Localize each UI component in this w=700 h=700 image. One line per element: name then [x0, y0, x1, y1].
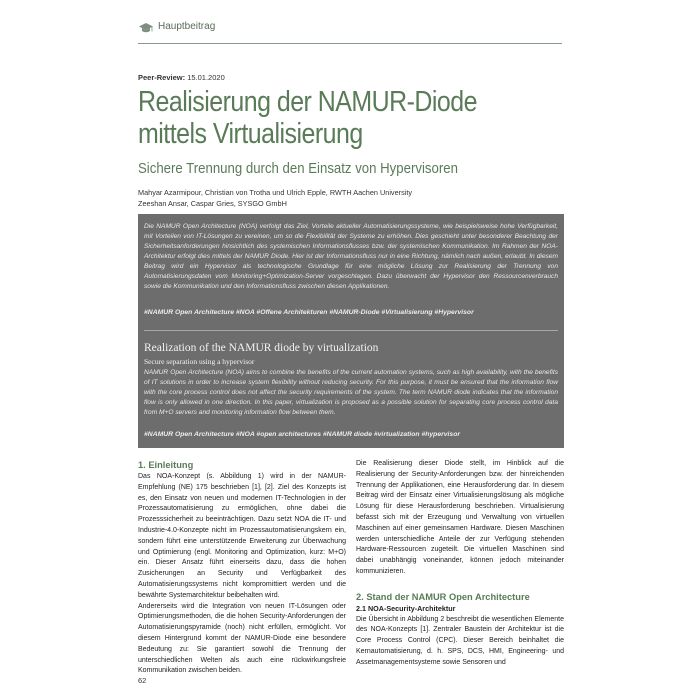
page-number: 62 — [138, 676, 147, 685]
section-1-paragraph-3: Die Realisierung dieser Diode stellt, im Hinblick auf die Realisierung der Security-Anforderungen bzw. der hinreichenden Trennung der Applikationen, eine Herausforderung dar. In diesem Beitrag wird der Einsatz einer Virtualisierungslösung als mögliche Lösung für diese Herausforderung beschrieben. Virtualisierung befasst sich mit der Erzeugung und Verwaltung von virtuellen Maschinen auf einer gemeinsamen Hardware. Diesen Maschinen werden unterschiedliche Anteile der zur Verfügung stehenden Hardware-Ressourcen zugeteilt. Die virtuellen Maschinen sind dabei unabhängig voneinander, können jedoch miteinander kommunizieren. — [356, 460, 564, 575]
article-subtitle: Sichere Trennung durch den Einsatz von Hypervisoren — [138, 160, 458, 177]
section-2-heading: 2. Stand der NAMUR Open Architecture — [356, 591, 530, 602]
header-divider — [138, 43, 562, 44]
authors-line-1: Mahyar Azarmipour, Christian von Trotha und Ulrich Epple, RWTH Aachen University — [138, 188, 413, 197]
english-title: Realization of the NAMUR diode by virtualization — [144, 342, 379, 354]
section-header — [138, 20, 562, 42]
abstract-divider — [144, 330, 558, 331]
graduation-hat-icon — [138, 22, 154, 34]
left-column — [138, 459, 346, 677]
section-2-1-heading: 2.1 NOA-Security-Architektur — [356, 603, 456, 613]
peer-review-date: 15.01.2020 — [187, 73, 225, 82]
authors — [138, 187, 412, 209]
abstract-box — [138, 214, 564, 448]
section-2-paragraph-1: Die Übersicht in Abbildung 2 beschreibt die wesentlichen Elemente des NOA-Konzepts [1]. Zentraler Baustein der Architektur ist die Core Process Control (CPC). Dieser Bereich beinhaltet die Kernautomatisierung, d. h. SPS, DCS, HMI, Engineering- und Assetmanagementsysteme sowie Sensoren und — [356, 615, 564, 666]
peer-review-line — [138, 73, 225, 82]
authors-line-2: Zeeshan Ansar, Caspar Gries, SYSGO GmbH — [138, 199, 287, 208]
keywords-english: #NAMUR Open Architecture #NOA #open architectures #NAMUR diode #virtualization #hypervisor — [144, 431, 460, 438]
right-column — [356, 459, 564, 669]
title-line-1: Realisierung der NAMUR-Diode — [138, 86, 478, 118]
keywords-german: #NAMUR Open Architecture #NOA #Offene Architekturen #NAMUR-Diode #Virtualisierung #Hypervisor — [144, 309, 474, 316]
article-title — [138, 86, 508, 150]
english-subtitle: Secure separation using a hypervisor — [144, 357, 255, 366]
abstract-english: NAMUR Open Architecture (NOA) aims to combine the benefits of the current automation systems, such as high availability, with the benefits of IT solutions in order to increase system flexibility without reducing security. For this purpose, it must be ensured that the information flow with the core process control does not affect the security requirements of the system. The term NAMUR diode indicates that the information flow is only allowed in one direction. In this paper, virtualization is proposed as a possible solution for separating core process control data from M+O servers and monitoring information flow between them. — [144, 369, 558, 416]
section-label: Hauptbeitrag — [158, 21, 216, 32]
abstract-german: Die NAMUR Open Architecture (NOA) verfolgt das Ziel, Vorteile aktueller Automatisierungssysteme, wie beispielsweise hohe Verfügbarkeit, mit Vorteilen von IT-Lösungen zu vereinen, um so die Flexibilität der Systeme zu erhöhen. Dies geschieht unter besonderer Beachtung der Sicherheitsanforderungen hinsichtlich des systemischen Informationsflusses bzw. der systemischen Kommunikation. Im Rahmen der NOA-Architektur erfolgt dies mittels der NAMUR Diode. Hier ist der Informationsfluss nur in eine Richtung, nämlich nach außen, erlaubt. In diesem Beitrag wird ein Hypervisor als technologische Grundlage für eine mögliche Lösung zur Realisierung der Trennung von Automatisierungsdaten vom Monitoring+Optimization-Server vorgeschlagen. Dazu überwacht der Hypervisor den Ressourcenverbrauch sowie die Kommunikation und den Informationsfluss zwischen diesen Applikationen. — [144, 223, 558, 290]
section-1-paragraph-2: Andererseits wird die Integration von neuen IT-Lösungen oder Optimierungsmethoden, die die hohen Security-Anforderungen der Automatisierungspyramide (noch) nicht erfüllen, ermöglicht. Vor diesem Hintergrund kommt der NAMUR-Diode eine besondere Bedeutung zu: Sie garantiert sowohl die Trennung der unterschiedlichen Welten als auch eine rückwirkungsfreie Kommunikation zwischen beiden. — [138, 602, 346, 675]
title-line-2: mittels Virtualisierung — [138, 118, 363, 150]
section-1-heading: 1. Einleitung — [138, 460, 194, 470]
section-1-paragraph-1: Das NOA-Konzept (s. Abbildung 1) wird in der NAMUR-Empfehlung (NE) 175 beschrieben [1], [2]. Ziel des Konzepts ist es, den Einsatz von neuen und modernen IT-Technologien in der Prozessautomatisierung zu ermöglichen, ohne dabei die Prozesssicherheit zu beeinträchtigen. Dazu setzt NOA die IT- und Industrie-4.0-Konzepte nicht im Prozessautomatisierungskern ein, sondern führt eine unterstützende Erweiterung zur Überwachung und Optimierung (engl. Monitoring and Optimization, kurz: M+O) ein. Dieser Ansatz führt einerseits dazu, dass die hohen Zusicherungen an Security und Verfügbarkeit des Automatisierungssystems nicht kompromittiert werden und die bewährte Systemarchitektur beibehalten wird. — [138, 473, 346, 599]
peer-review-label: Peer-Review: — [138, 73, 186, 82]
